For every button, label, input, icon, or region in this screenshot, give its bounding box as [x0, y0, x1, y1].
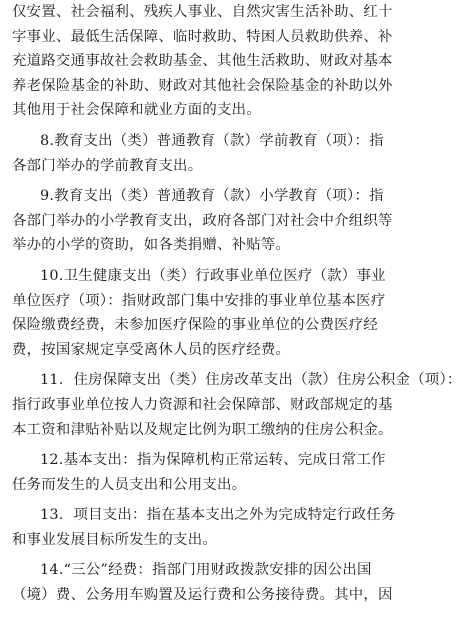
text-line: 单位医疗（项）：指财政部门集中安排的事业单位基本医疗 [12, 292, 386, 309]
paragraph-item-12 [12, 448, 418, 497]
document-page [12, 0, 462, 608]
text-line: 14.“三公”经费：指部门用财政拨款安排的因公出国 [40, 562, 372, 579]
text-line: 其他用于社会保障和就业方面的支出。 [12, 102, 261, 119]
text-line: （境）费、公务用车购置及运行费和公务接待费。其中，因 [12, 587, 393, 604]
text-line: 各部门举办的小学教育支出，政府各部门对社会中介组织等 [12, 212, 393, 229]
text-line: 保险缴费经费，未参加医疗保险的事业单位的公费医疗经 [12, 317, 379, 334]
paragraph-item-11 [12, 368, 462, 442]
text-line: 任务而发生的人员支出和公用支出。 [12, 476, 247, 493]
text-line: 指行政事业单位按人力资源和社会保障部、财政部规定的基 [12, 396, 393, 413]
text-line: 仅安置、社会福利、残疾人事业、自然灾害生活补助、红十 [12, 4, 393, 20]
paragraph-item-9 [12, 184, 418, 258]
text-line: 11．住房保障支出（类）住房改革支出（款）住房公积金（项）： [40, 372, 462, 389]
paragraph-item-13 [12, 503, 418, 552]
text-line: 各部门举办的学前教育支出。 [12, 157, 203, 174]
text-line: 10.卫生健康支出（类）行政事业单位医疗（款）事业 [40, 267, 386, 284]
text-line: 8.教育支出（类）普通教育（款）学前教育（项）：指 [40, 132, 384, 149]
text-line: 12.基本支出：指为保障机构正常运转、完成日常工作 [40, 452, 386, 469]
text-line: 养老保险基金的补助、财政对其他社会保险基金的补助以外 [12, 77, 393, 94]
text-line: 费，按国家规定享受离休人员的医疗经费。 [12, 341, 291, 358]
paragraph-social-security-continued [12, 0, 418, 123]
paragraph-item-8 [12, 129, 418, 178]
text-line: 9.教育支出（类）普通教育（款）小学教育（项）：指 [40, 188, 384, 205]
text-line: 13．项目支出：指在基本支出之外为完成特定行政任务 [40, 507, 396, 524]
text-line: 和事业发展目标所发生的支出。 [12, 531, 217, 548]
paragraph-item-10 [12, 264, 418, 362]
text-line: 充道路交通事故社会救助基金、其他生活救助、财政对基本 [12, 53, 393, 70]
paragraph-item-14 [12, 558, 418, 607]
text-line: 本工资和津贴补贴以及规定比例为职工缴纳的住房公积金。 [12, 421, 393, 438]
text-line: 字事业、最低生活保障、临时救助、特困人员救助供养、补 [12, 28, 393, 45]
text-line: 举办的小学的资助，如各类捐赠、补贴等。 [12, 237, 291, 254]
